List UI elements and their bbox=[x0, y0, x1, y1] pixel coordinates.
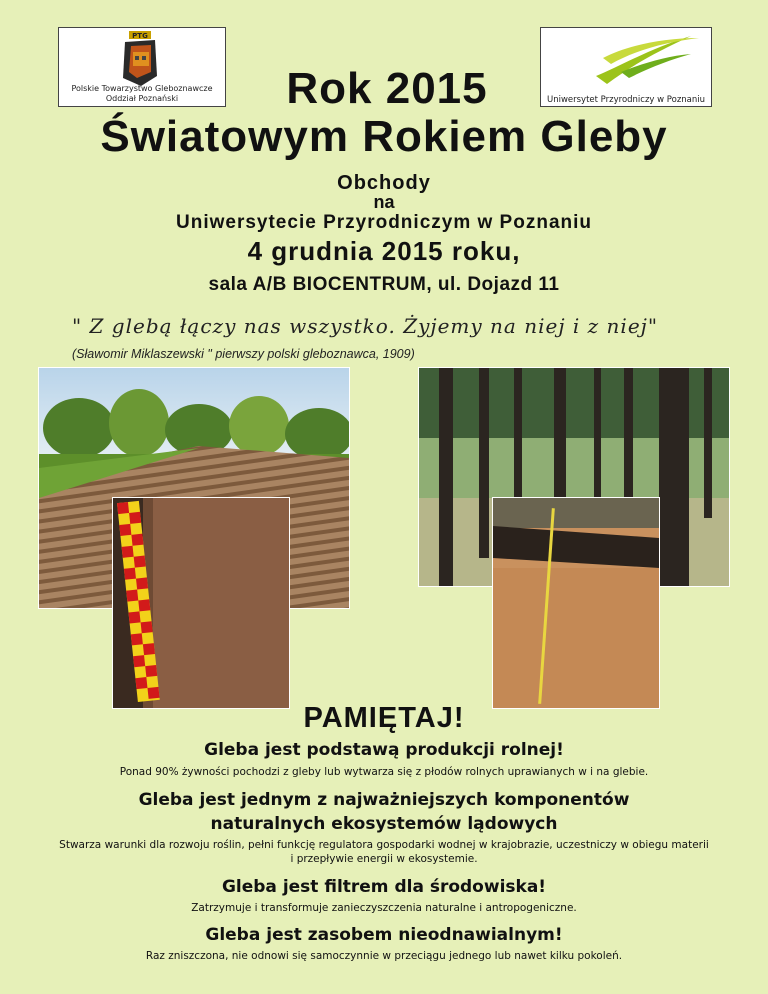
soil-profile-photo-right bbox=[492, 497, 660, 709]
up-caption: Uniwersytet Przyrodniczy w Poznaniu bbox=[546, 95, 706, 105]
title-main: Światowym Rokiem Gleby bbox=[100, 112, 668, 161]
point-2-text-line2: i przepływie energii w ekosystemie. bbox=[290, 853, 478, 865]
point-1-title: Gleba jest podstawą produkcji rolnej! bbox=[204, 740, 564, 760]
soil-profile-photo-left bbox=[112, 497, 290, 709]
point-3-title: Gleba jest filtrem dla środowiska! bbox=[221, 877, 547, 897]
event-date: 4 grudnia 2015 roku, bbox=[247, 236, 521, 266]
event-university: Uniwersytecie Przyrodniczym w Poznaniu bbox=[176, 212, 592, 233]
quote-author: (Sławomir Miklaszewski " pierwszy polski gleboznawca, 1909) bbox=[72, 347, 415, 361]
quote-text: " Z glebą łączy nas wszystko. Żyjemy na niej i z niej" bbox=[72, 314, 659, 338]
event-venue: sala A/B BIOCENTRUM, ul. Dojazd 11 bbox=[208, 274, 560, 295]
point-3-text: Zatrzymuje i transformuje zanieczyszczenia naturalne i antropogeniczne. bbox=[191, 902, 577, 914]
point-4-title: Gleba jest zasobem nieodnawialnym! bbox=[205, 925, 563, 945]
ptg-caption-line1: Polskie Towarzystwo Gleboznawcze bbox=[71, 84, 213, 93]
point-1-text: Ponad 90% żywności pochodzi z gleby lub wytwarza się z płodów rolnych uprawianych w i na glebie. bbox=[119, 766, 649, 778]
point-2-text-line1: Stwarza warunki dla rozwoju roślin, pełni funkcję regulatora gospodarki wodnej w krajobrazie, uczestniczy w obiegu materii bbox=[59, 839, 709, 851]
point-2-title-line1: Gleba jest jednym z najważniejszych komponentów bbox=[138, 790, 630, 810]
event-obchody: Obchody bbox=[337, 172, 431, 194]
ptg-caption-line2: Oddział Poznański bbox=[105, 94, 179, 103]
ptg-badge-text: PTG bbox=[132, 32, 148, 40]
point-2-title-line2: naturalnych ekosystemów lądowych bbox=[210, 814, 558, 834]
title-year: Rok 2015 bbox=[286, 64, 488, 113]
point-4-text: Raz zniszczona, nie odnowi się samoczynnie w przeciągu jednego lub nawet kilku pokoleń. bbox=[145, 950, 623, 962]
remember-heading: PAMIĘTAJ! bbox=[303, 702, 465, 734]
event-na: na bbox=[373, 192, 395, 212]
